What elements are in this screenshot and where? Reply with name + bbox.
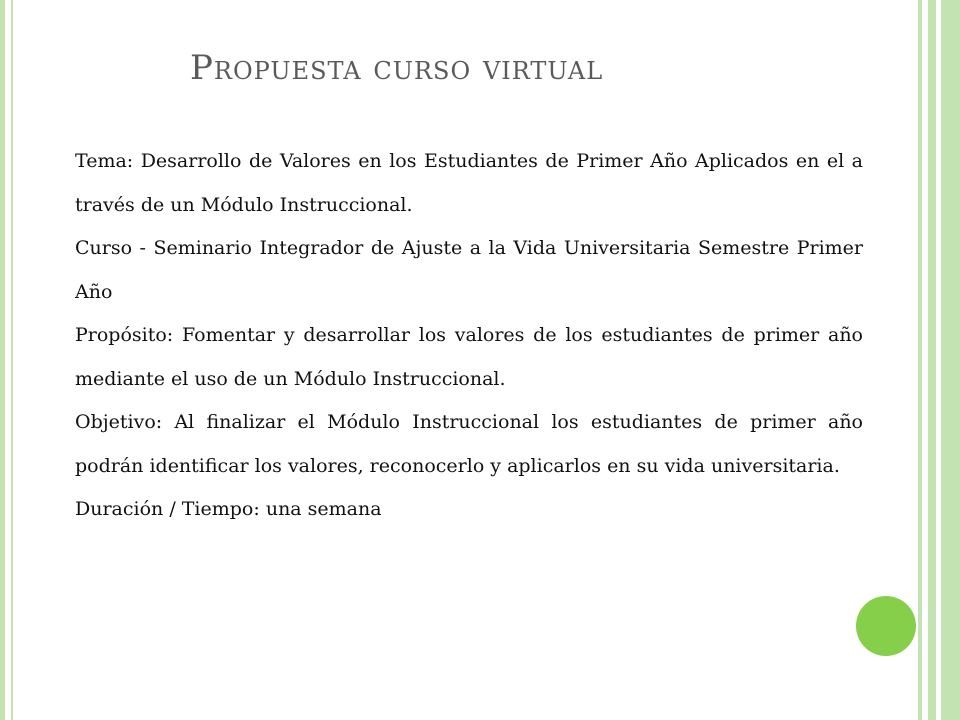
paragraph-label: Objetivo:: [75, 411, 163, 433]
paragraph-text: Fomentar y desarrollar los valores de los estudiantes de primer año mediante el uso de un Módulo Instruccional.: [75, 324, 863, 390]
paragraph-label: Tema:: [75, 150, 134, 172]
slide-body: [75, 140, 863, 532]
decorative-green-circle: [856, 596, 916, 656]
paragraph-objetivo: [75, 401, 863, 488]
right-frame-stripes: [918, 0, 960, 720]
paragraph-text: una semana: [265, 498, 382, 520]
paragraph-proposito: [75, 314, 863, 401]
paragraph-curso: [75, 227, 863, 314]
paragraph-text: Desarrollo de Valores en los Estudiantes de Primer Año Aplicados en el a través de un Módulo Instruccional.: [75, 150, 863, 216]
paragraph-text: Seminario Integrador de Ajuste a la Vida Universitaria Semestre Primer Año: [75, 237, 864, 303]
paragraph-label: Curso -: [75, 237, 146, 259]
slide-title: Propuesta curso virtual: [190, 48, 604, 88]
paragraph-tema: [75, 140, 863, 227]
left-frame-border: [0, 0, 13, 720]
paragraph-label: Duración / Tiempo:: [75, 498, 260, 520]
paragraph-label: Propósito:: [75, 324, 174, 346]
paragraph-text: Al finalizar el Módulo Instruccional los estudiantes de primer año podrán identificar los valores, reconocerlo y aplicarlos en su vida universitaria.: [75, 411, 864, 477]
paragraph-duracion: [75, 488, 863, 532]
